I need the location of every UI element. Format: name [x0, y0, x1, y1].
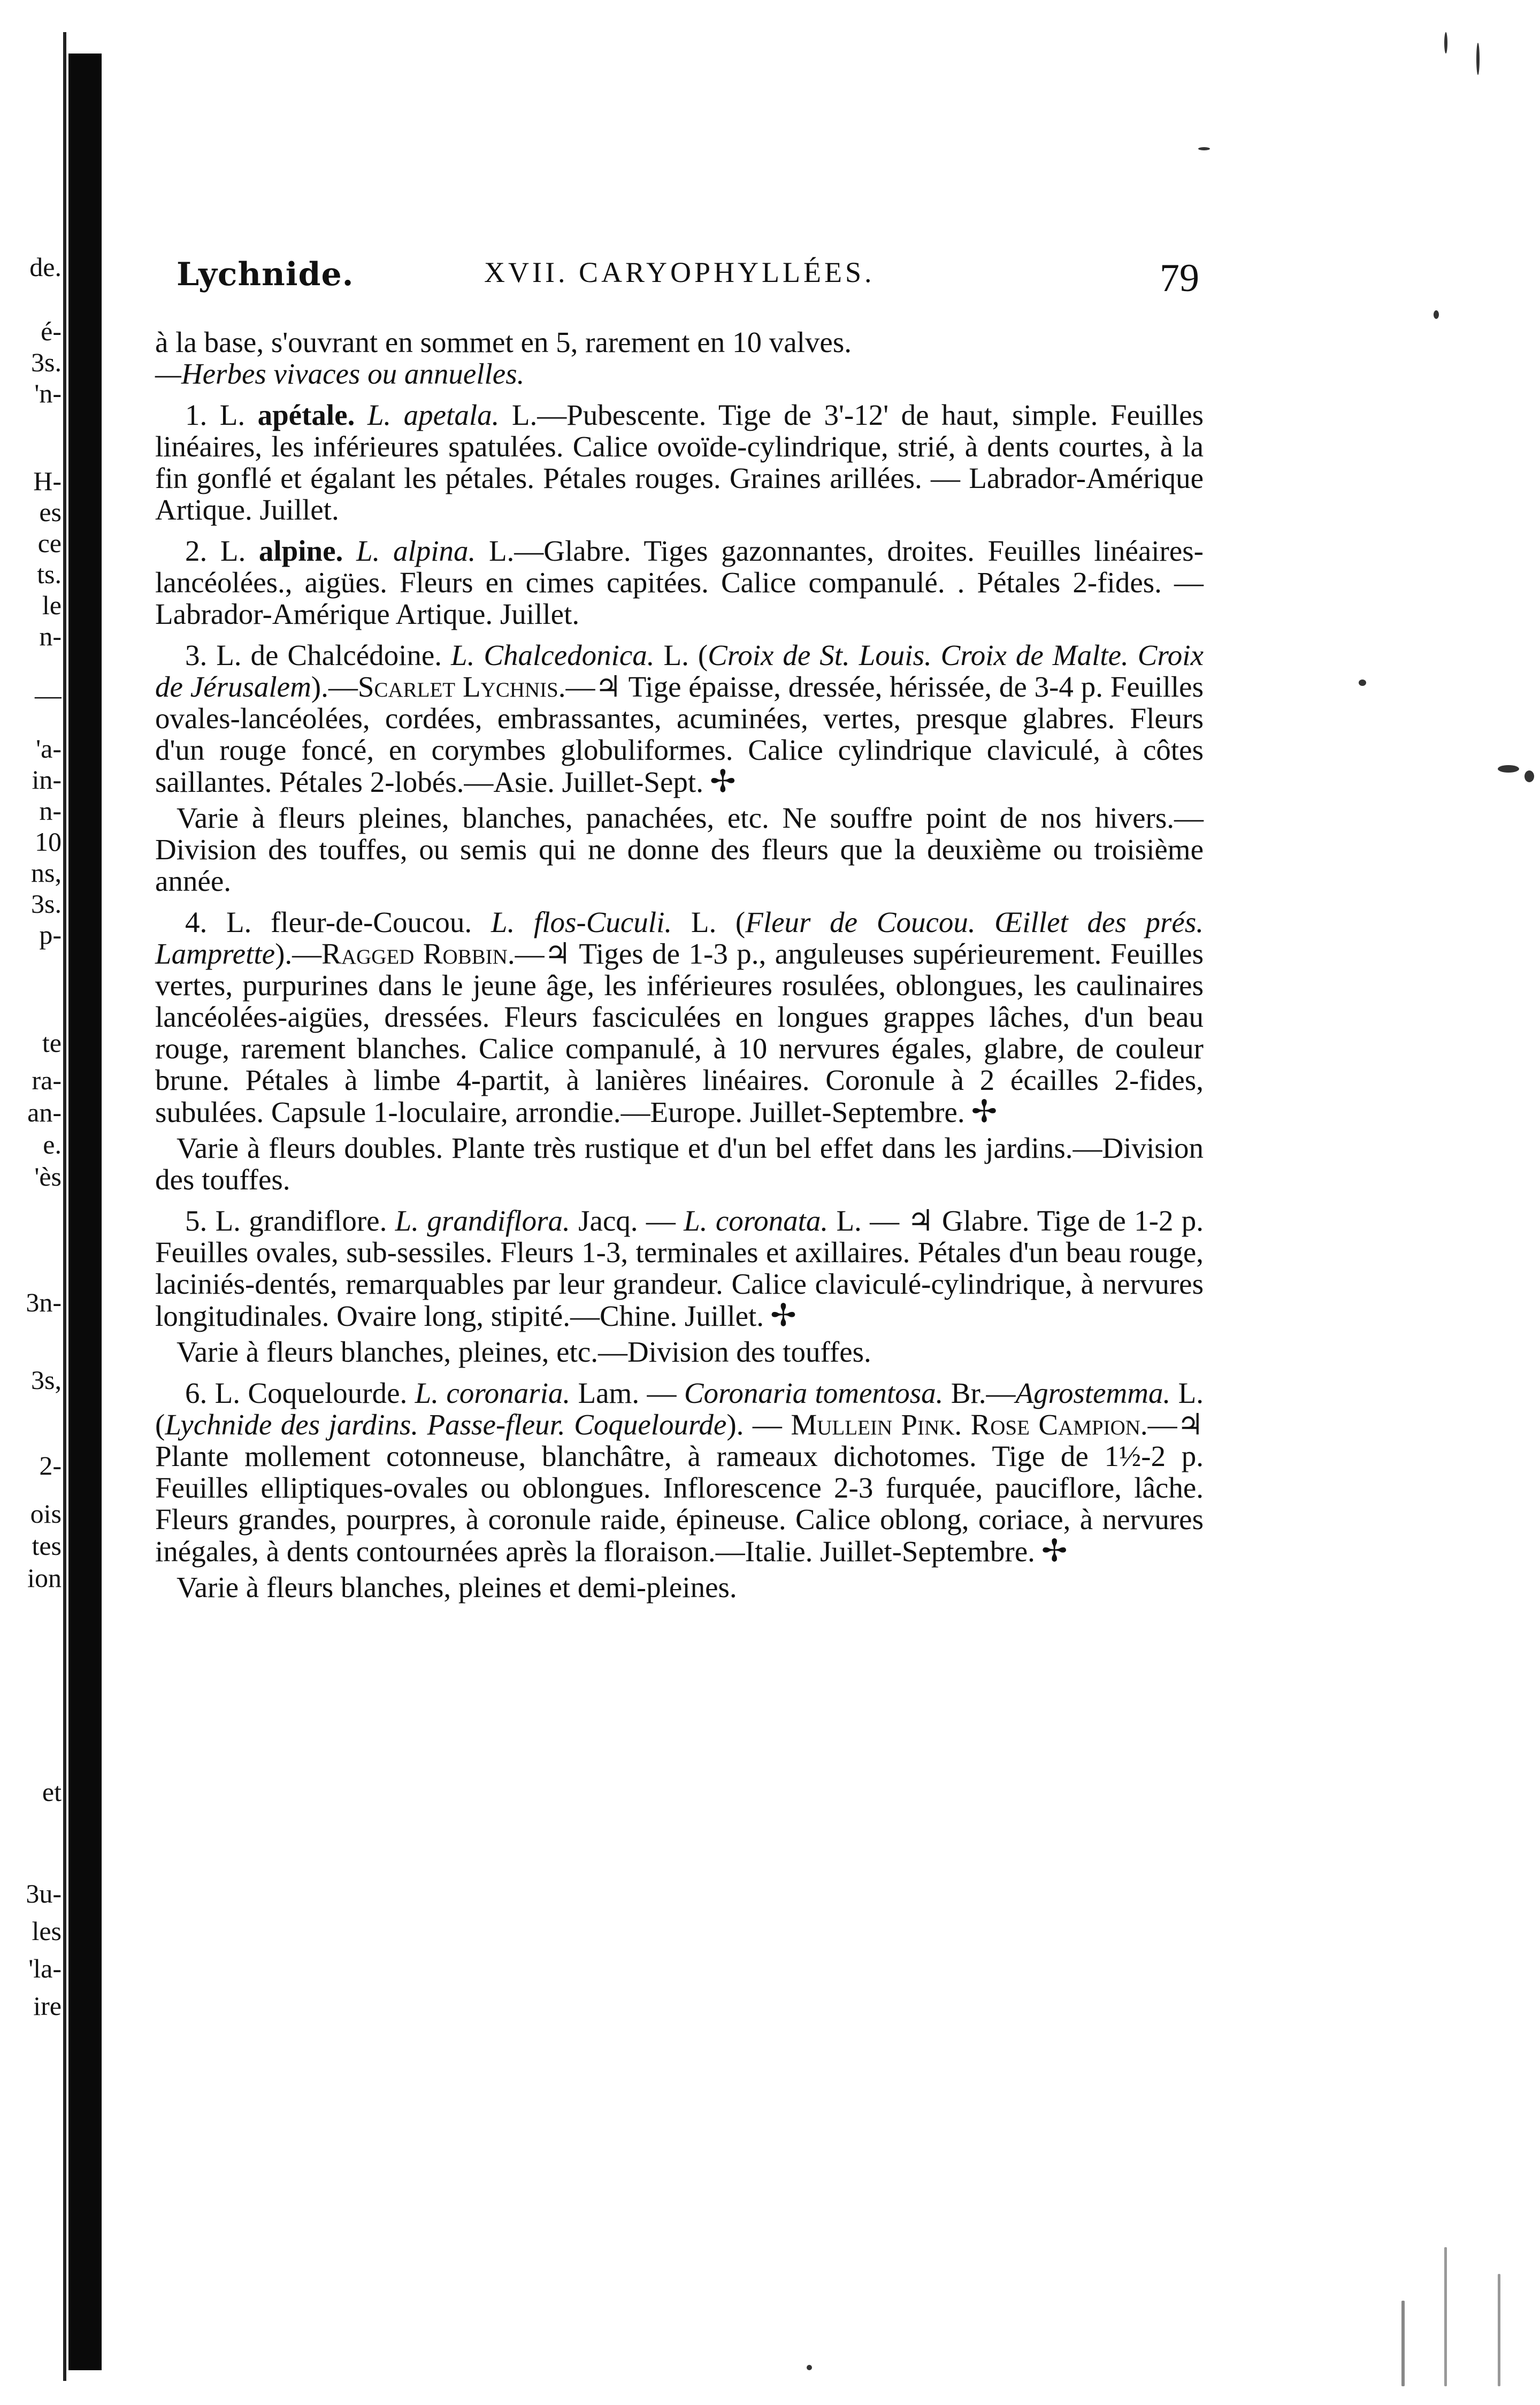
fragment-line: ois [30, 1499, 62, 1529]
species-name: fleur-de-Coucou. [271, 906, 472, 938]
entry-description: L.—Pubescente. Tige de 3'-12' de haut, simple. Feuilles linéaires, les inférieures spatulées. Calice ovoïde-cylindrique, strié, à dents courtes, à la fin gonflé et égalant les pétales. Pétales rouges. Graines arillées. — Labrador-Amérique Artique. Juillet. [155, 399, 1204, 526]
species-entry [155, 399, 1204, 525]
fragment-line: de. [29, 252, 62, 282]
latin-synonym: Agrostemma. [1015, 1377, 1171, 1409]
fragment-line: 'a- [36, 734, 62, 764]
separator: ).— [311, 670, 358, 703]
fragment-line: le [42, 590, 62, 620]
latin-name: L. flos-Cuculi. [491, 906, 672, 938]
latin-name: L. apetala. [367, 399, 500, 431]
binding-edge [63, 32, 66, 2381]
fragment-line: in- [32, 765, 62, 795]
species-name: alpine. [258, 535, 343, 567]
body-text [155, 326, 1204, 1603]
scan-speck [1498, 2274, 1500, 2386]
fragment-line: an- [27, 1097, 62, 1127]
common-synonyms: Lychnide des jardins. Passe-fleur. Coquelourde [165, 1408, 727, 1441]
perennial-mark-icon: ✢ [971, 1094, 998, 1129]
fragment-line: ts. [37, 559, 62, 589]
variety-note: Varie à fleurs blanches, pleines et demi-pleines. [177, 1571, 737, 1604]
fragment-line: es [39, 497, 62, 527]
variety-note: Varie à fleurs doubles. Plante très rustique et d'un bel effet dans les jardins.—Division des touffes. [155, 1132, 1204, 1196]
fragment-line: 3s. [31, 347, 62, 377]
fragment-line: te [42, 1028, 62, 1058]
entry-description: L. — ♃ Glabre. Tige de 1-2 p. Feuilles ovales, sub-sessiles. Fleurs 1-3, terminales et axillaires. Pétales d'un beau rouge, laciniés-dentés, remarquables par leur grandeur. Calice claviculé-cylindrique, à nervures longitudinales. Ovaire long, stipité.—Chine. Juillet. [155, 1204, 1204, 1332]
fragment-line: 3s. [31, 889, 62, 919]
species-entry [155, 1377, 1204, 1567]
fragment-line: e. [43, 1129, 62, 1159]
variety-note: Varie à fleurs pleines, blanches, panachées, etc. Ne souffre point de nos hivers.—Division des touffes, ou semis qui ne donne des fleurs que la deuxième ou troisième année. [155, 801, 1204, 897]
entry-number: 3. L. [185, 639, 242, 671]
species-name: apétale. [257, 399, 355, 431]
latin-name: L. grandiflora. [395, 1204, 570, 1237]
scan-speck [807, 2365, 812, 2370]
fragment-line: 2- [39, 1450, 62, 1480]
authority: L. ( [691, 906, 746, 938]
english-name: Ragged Robbin [321, 937, 508, 970]
running-head-chapter: XVII. CARYOPHYLLÉES. [484, 256, 875, 288]
fragment-line: — [35, 680, 62, 710]
fragment-line: ra- [32, 1065, 62, 1095]
running-head-left: Lychnide. [177, 256, 354, 293]
fragment-line: ire [33, 1991, 62, 2021]
scan-speck [1498, 765, 1519, 773]
entry-description: .—♃ Tiges de 1-3 p., anguleuses supérieurement. Feuilles vertes, purpurines dans le jeune âge, les inférieures rosulées, oblongues, les caulinaires lancéolées-aigües, dressées. Fleurs fasciculées en longues grappes lâches, d'un beau rouge, rarement blanches. Calice companulé, à 10 nervures égales, glabre, de couleur brune. Pétales à limbe 4-partit, à lanières linéaires. Coronule à 2 écailles 2-fides, subulées. Capsule 1-loculaire, arrondie.—Europe. Juillet-Septembre. [155, 937, 1204, 1128]
page-number: 79 [1160, 256, 1199, 300]
entry-number: 5. L. [185, 1204, 241, 1237]
entry-number: 6. L. [185, 1377, 240, 1409]
intro-line: à la base, s'ouvrant en sommet en 5, rarement en 10 valves. [155, 326, 852, 358]
species-entry [155, 535, 1204, 630]
binding-shadow [68, 54, 102, 2370]
fragment-line: et [42, 1777, 62, 1807]
scan-speck [1198, 147, 1210, 150]
fragment-line: tes [32, 1531, 62, 1561]
fragment-line: ce [37, 528, 62, 558]
species-entry [155, 1205, 1204, 1332]
scan-speck [1476, 43, 1480, 75]
latin-synonym: L. coronata. [684, 1204, 829, 1237]
fragment-line: n- [39, 621, 62, 651]
separator: ).— [275, 937, 322, 970]
english-name: Mullein Pink. Rose Campion [791, 1408, 1140, 1441]
fragment-line: 'ès [34, 1162, 62, 1192]
authority: Br.— [943, 1377, 1016, 1409]
fragment-line: 10 [35, 827, 62, 857]
entry-description: L.—Glabre. Tiges gazonnantes, droites. Feuilles linéaires-lancéolées., aigües. Fleurs en cimes capitées. Calice companulé. . Pétales 2-fides. — Labrador-Amérique Artique. Juillet. [155, 535, 1204, 630]
latin-name: L. alpina. [356, 535, 476, 567]
fragment-line: H- [33, 466, 62, 496]
authority: Jacq. — [578, 1204, 684, 1237]
scan-speck [1359, 679, 1366, 686]
fragment-line: 'n- [34, 378, 62, 408]
latin-name: L. Chalcedonica. [451, 639, 655, 671]
entry-number: 2. L. [185, 535, 246, 567]
entry-description: .—♃ Plante mollement cotonneuse, blanchâtre, à rameaux dichotomes. Tige de 1½-2 p. Feuilles elliptiques-ovales ou oblongues. Inflorescence 2-3 furquée, pauciflore, lâche. Fleurs grandes, pourpres, à coronule raide, épineuse. Calice oblong, coriace, à nervures inégales, à dents contournées après la floraison.—Italie. Juillet-Septembre. [155, 1408, 1204, 1568]
common-synonyms: Croix de St. Louis. Croix de Malte. Croix de Jérusalem [155, 639, 1204, 703]
perennial-mark-icon: ✢ [770, 1298, 796, 1333]
scan-speck [1401, 2301, 1405, 2386]
authority: L. ( [663, 639, 708, 671]
latin-synonym: Coronaria tomentosa. [684, 1377, 944, 1409]
english-name: Scarlet Lychnis [357, 670, 558, 703]
separator: ). — [726, 1408, 791, 1441]
scan-speck [1444, 2247, 1447, 2386]
fragment-line: 3n- [26, 1287, 62, 1317]
species-name: Coquelourde. [248, 1377, 408, 1409]
species-entry [155, 639, 1204, 798]
scan-speck [1434, 310, 1439, 319]
common-synonyms: Fleur de Coucou. Œillet des prés. Lamprette [155, 906, 1204, 970]
fragment-line: les [32, 1916, 62, 1946]
fragment-line: 'la- [28, 1953, 62, 1983]
fragment-line: 3s, [31, 1365, 62, 1395]
fragment-line: ns, [31, 858, 62, 888]
entry-description: .—♃ Tige épaisse, dressée, hérissée, de 3-4 p. Feuilles ovales-lancéolées, cordées, embrassantes, acuminées, vertes, presque glabres. Fleurs d'un rouge foncé, en corymbes globuliformes. Calice cylindrique claviculé, à côtes saillantes. Pétales 2-lobés.—Asie. Juillet-Sept. [155, 670, 1204, 798]
perennial-mark-icon: ✢ [709, 764, 736, 799]
authority: L. ( [155, 1377, 1204, 1441]
fragment-line: ion [27, 1563, 62, 1593]
species-name: grandiflore. [249, 1204, 387, 1237]
fragment-line: é- [41, 316, 62, 346]
scan-speck [1444, 32, 1447, 54]
intro-line: —Herbes vivaces ou annuelles. [155, 357, 525, 390]
fragment-line: p- [39, 920, 62, 950]
fragment-line: n- [39, 796, 62, 826]
species-name: de Chalcédoine. [250, 639, 442, 671]
entry-number: 4. L. [185, 906, 252, 938]
authority: Lam. — [578, 1377, 684, 1409]
variety-note: Varie à fleurs blanches, pleines, etc.—Division des touffes. [177, 1335, 871, 1368]
fragment-line: 3u- [26, 1879, 62, 1908]
species-entry [155, 906, 1204, 1128]
scan-speck [1524, 770, 1534, 782]
latin-name: L. coronaria. [415, 1377, 571, 1409]
perennial-mark-icon: ✢ [1041, 1533, 1068, 1568]
entry-number: 1. L. [185, 399, 246, 431]
